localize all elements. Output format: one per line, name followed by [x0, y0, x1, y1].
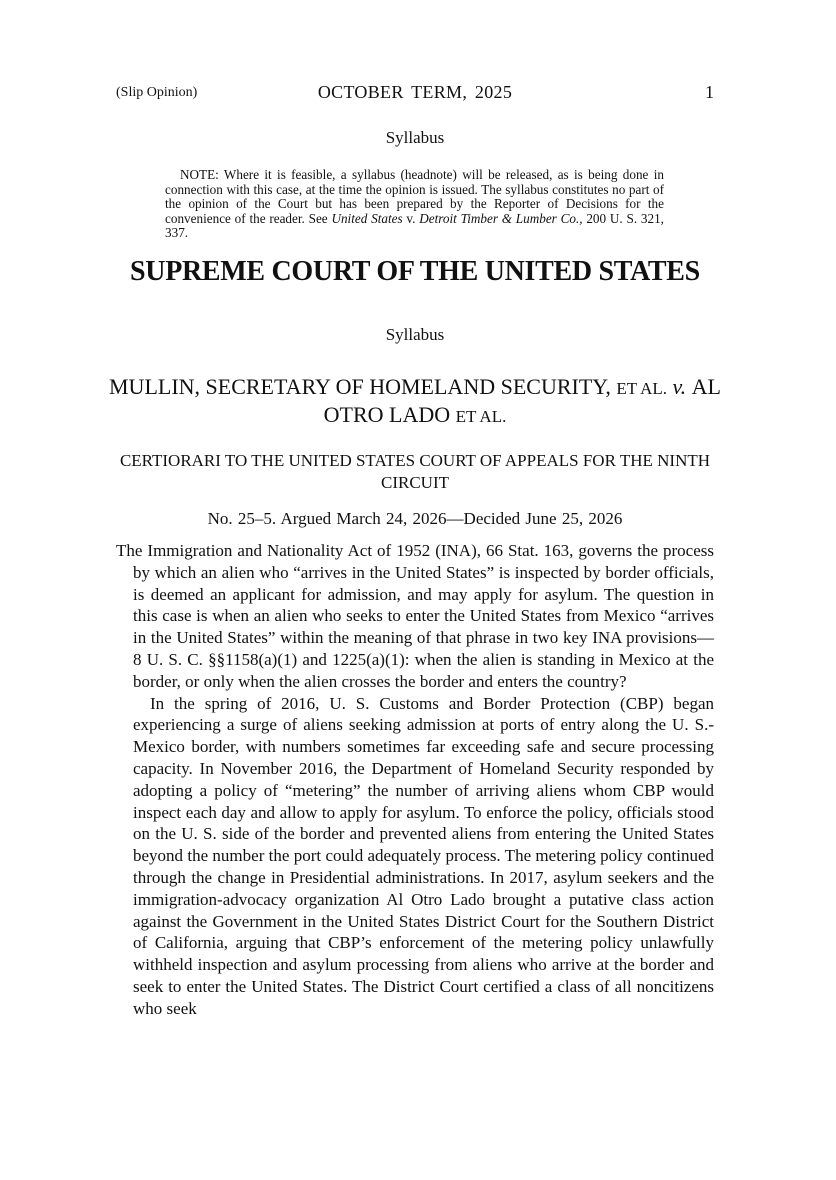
court-name: SUPREME COURT OF THE UNITED STATES [130, 256, 700, 287]
case-title-petitioner: MULLIN, SECRETARY OF HOMELAND SECURITY, [109, 374, 617, 399]
case-title [106, 374, 724, 430]
case-title-et-al-1: ET AL. [616, 379, 668, 398]
note-citation: 200 U. S. 321, 337. [165, 210, 664, 240]
syllabus-heading: Syllabus [385, 128, 445, 147]
body-paragraph: In the spring of 2016, U. S. Customs and Border Protection (CBP) began experiencing a surge of aliens seeking admission at ports of entry along the U. S.-Mexico border, with numbers sometimes far exceeding safe and secure processing capacity. In November 2016, the Department of Homeland Security responded by adopting a policy of “metering” the number of arriving aliens whom CBP would inspect each day and allow to apply for asylum. To enforce the policy, officials stood on the U. S. side of the border and prevented aliens from entering the United States beyond the number the port could adequately process. The metering policy continued through the change in Presidential administrations. In 2017, asylum seekers and the immigration-advocacy organization Al Otro Lado brought a putative class action against the Government in the United States District Court for the Southern District of California, arguing that CBP’s enforcement of the metering policy unlawfully withheld inspection and asylum processing from aliens who arrive at the border and seek to enter the United States. The District Court certified a class of all noncitizens who seek [133, 693, 714, 1018]
page-number: 1 [705, 82, 714, 102]
term-label: OCTOBER TERM, 2025 [317, 82, 513, 102]
certiorari-line: CERTIORARI TO THE UNITED STATES COURT OF APPEALS FOR THE NINTH CIRCUIT [119, 451, 711, 492]
syllabus-body [116, 540, 714, 1020]
docket-line: No. 25–5. Argued March 24, 2026—Decided June 25, 2026 [207, 509, 623, 528]
note-text: NOTE: Where it is feasible, a syllabus (headnote) will be released, as is being done in connection with this case, at the time the opinion is issued. The syllabus constitutes no part of the opinion of the Court but has been prepared by the Reporter of Decisions for the convenience of the reader. See [165, 167, 664, 226]
page-header [116, 82, 714, 104]
body-paragraph: The Immigration and Nationality Act of 1952 (INA), 66 Stat. 163, governs the process by which an alien who “arrives in the United States” is inspected by border officials, is deemed an applicant for admission, and may apply for asylum. The question in this case is when an alien who seeks to enter the United States from Mexico “arrives in the United States” within the meaning of that phrase in two key INA provisions—8 U. S. C. §§1158(a)(1) and 1225(a)(1): when the alien is standing in Mexico at the border, or only when the alien crosses the border and enters the country? [116, 541, 714, 691]
case-title-et-al-2: ET AL. [455, 407, 507, 426]
case-title-versus: v. [667, 374, 692, 399]
reporter-note [165, 168, 664, 241]
syllabus-heading-2: Syllabus [385, 325, 445, 344]
case-title-respondent: AL OTRO LADO [323, 374, 721, 427]
note-paragraph [165, 168, 664, 241]
note-case-a: United States [331, 210, 403, 226]
note-versus: v. [402, 210, 420, 226]
slip-opinion-label: (Slip Opinion) [116, 85, 198, 100]
note-case-b: Detroit Timber & Lumber Co., [419, 210, 583, 226]
